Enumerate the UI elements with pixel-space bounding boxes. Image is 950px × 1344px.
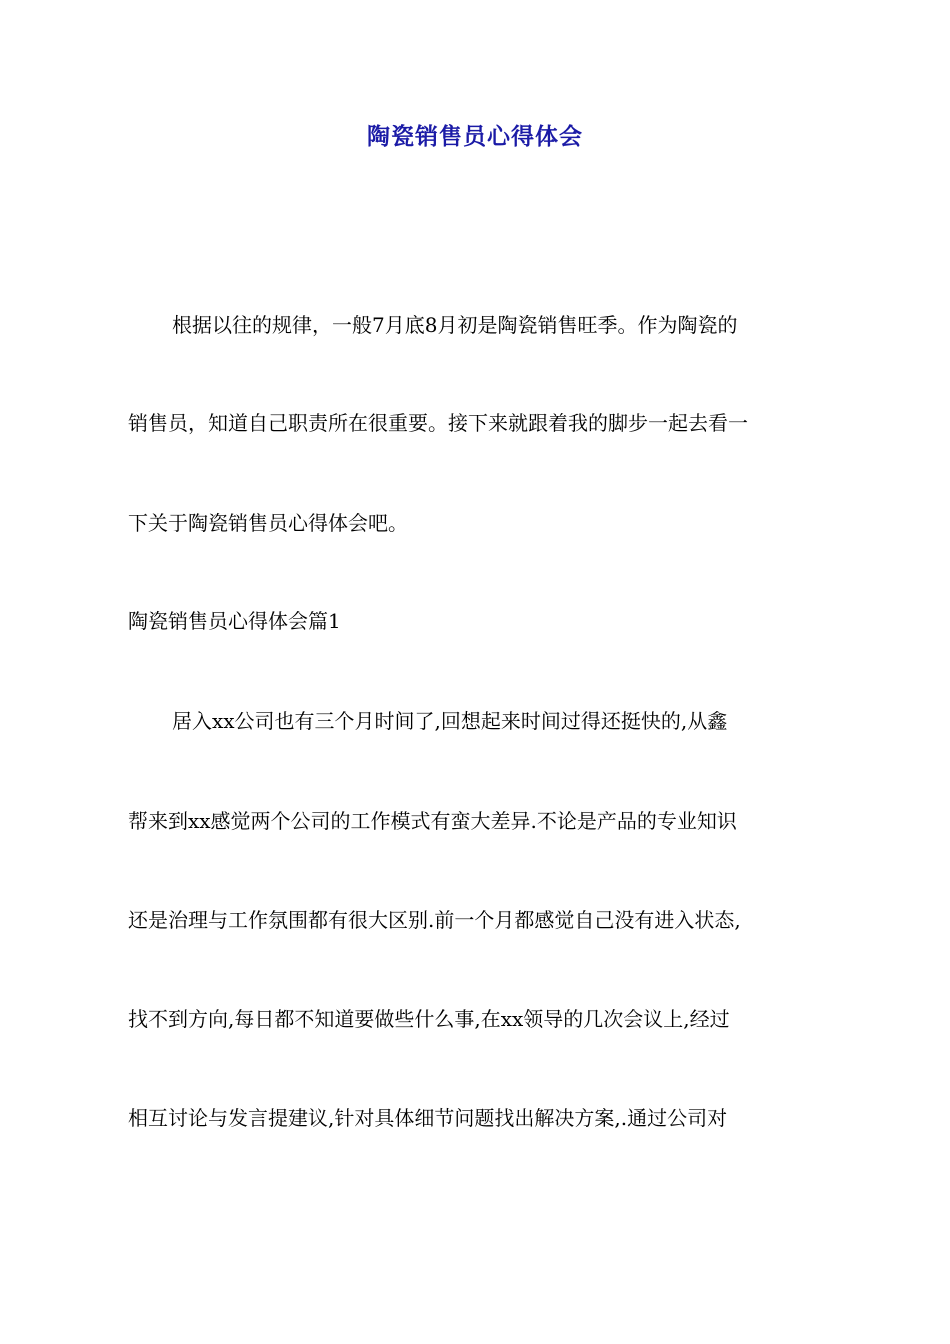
- document-title: 陶瓷销售员心得体会: [367, 124, 583, 150]
- paragraph-line: 根据以往的规律，一般7月底8月初是陶瓷销售旺季。作为陶瓷的: [172, 313, 738, 337]
- paragraph-line: 居入xx公司也有三个月时间了,回想起来时间过得还挺快的,从鑫: [172, 709, 728, 733]
- paragraph-line: 找不到方向,每日都不知道要做些什么事,在xx领导的几次会议上,经过: [128, 1007, 730, 1031]
- paragraph-line: 相互讨论与发言提建议,针对具体细节问题找出解决方案,.通过公司对: [128, 1106, 728, 1130]
- paragraph-line: 帮来到xx感觉两个公司的工作模式有蛮大差异.不论是产品的专业知识: [128, 809, 737, 833]
- paragraph-line: 还是治理与工作氛围都有很大区别.前一个月都感觉自己没有进入状态,: [128, 908, 741, 932]
- paragraph-line: 下关于陶瓷销售员心得体会吧。: [128, 511, 408, 535]
- section-heading: 陶瓷销售员心得体会篇1: [128, 609, 341, 633]
- paragraph-line: 销售员，知道自己职责所在很重要。接下来就跟着我的脚步一起去看一: [128, 411, 748, 435]
